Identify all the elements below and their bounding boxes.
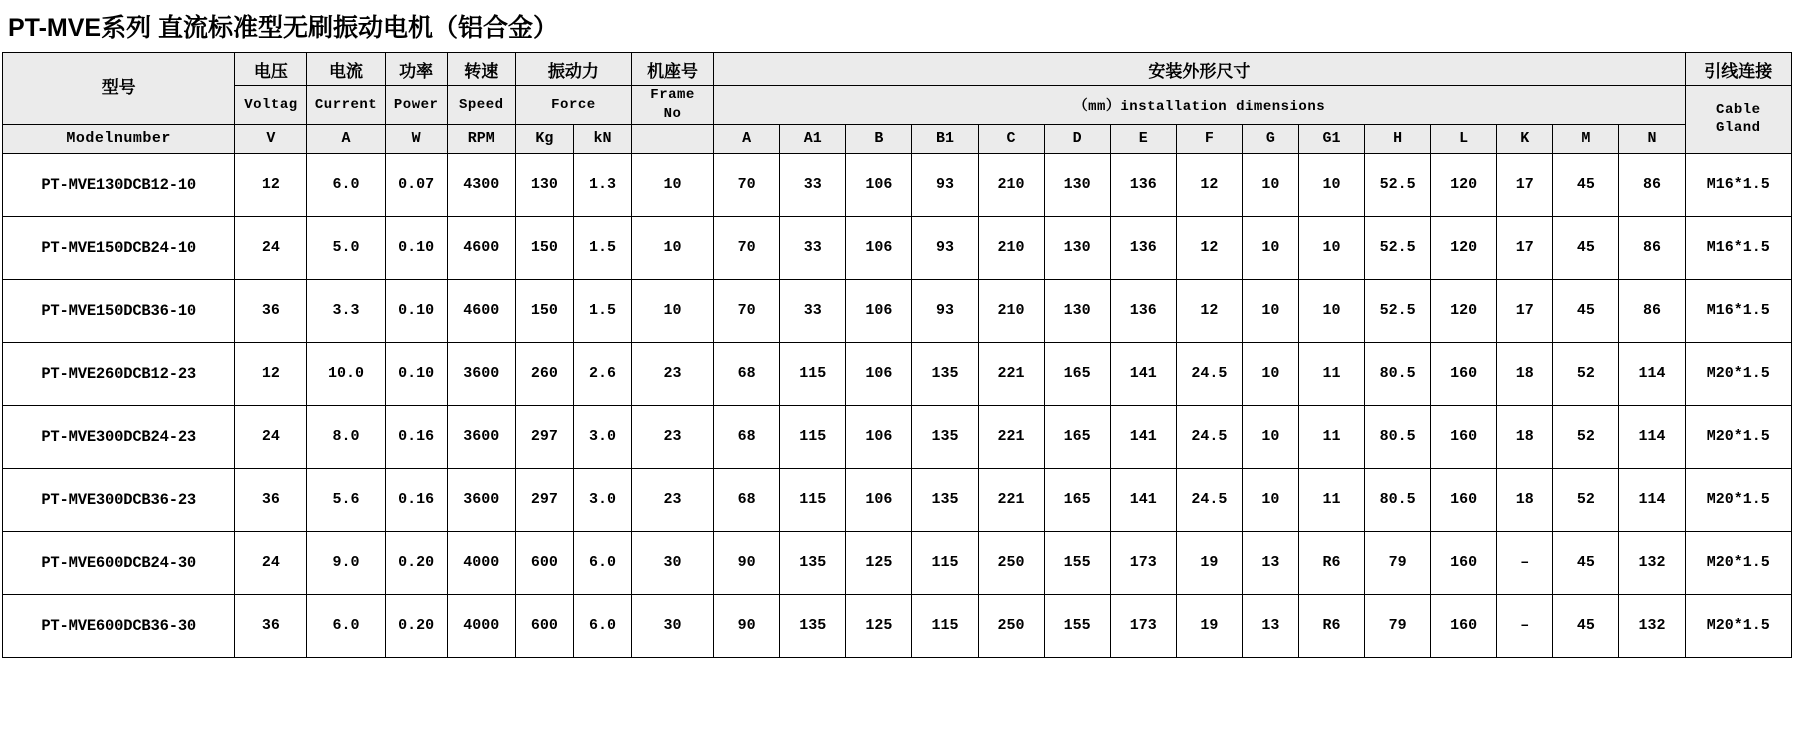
cell-force-kn: 3.0 <box>573 405 631 468</box>
table-body <box>3 153 1792 657</box>
header-dim-F: F <box>1176 124 1242 153</box>
cell-current: 5.6 <box>307 468 385 531</box>
cell-dim-G1: 11 <box>1298 468 1364 531</box>
cell-current: 6.0 <box>307 153 385 216</box>
cell-dim-L: 120 <box>1431 153 1497 216</box>
cell-dim-F: 12 <box>1176 216 1242 279</box>
header-dim-M: M <box>1553 124 1619 153</box>
cell-dim-N: 86 <box>1619 216 1685 279</box>
header-dim-B: B <box>846 124 912 153</box>
cell-dim-N: 132 <box>1619 594 1685 657</box>
cell-dim-B: 125 <box>846 531 912 594</box>
cell-frame: 30 <box>632 594 714 657</box>
cell-dim-B1: 115 <box>912 594 978 657</box>
cell-current: 8.0 <box>307 405 385 468</box>
cell-dim-D: 130 <box>1044 279 1110 342</box>
cell-dim-E: 141 <box>1110 405 1176 468</box>
cell-dim-A1: 115 <box>780 468 846 531</box>
cell-dim-G: 10 <box>1242 153 1298 216</box>
header-speed-cn: 转速 <box>447 53 515 86</box>
cell-dim-G: 10 <box>1242 405 1298 468</box>
cell-dim-D: 165 <box>1044 342 1110 405</box>
cell-dim-F: 19 <box>1176 531 1242 594</box>
cell-voltage: 24 <box>235 216 307 279</box>
cell-dim-K: 17 <box>1497 216 1553 279</box>
cell-dim-K: – <box>1497 594 1553 657</box>
cell-model: PT-MVE300DCB36-23 <box>3 468 235 531</box>
cell-dim-B1: 135 <box>912 468 978 531</box>
cell-force-kn: 6.0 <box>573 594 631 657</box>
cell-model: PT-MVE260DCB12-23 <box>3 342 235 405</box>
cell-frame: 30 <box>632 531 714 594</box>
cell-frame: 23 <box>632 468 714 531</box>
cell-power: 0.10 <box>385 279 447 342</box>
header-dimensions-cn: 安装外形尺寸 <box>714 53 1685 86</box>
cell-force-kg: 600 <box>515 531 573 594</box>
cell-dim-C: 221 <box>978 468 1044 531</box>
cell-force-kg: 297 <box>515 468 573 531</box>
cell-force-kg: 260 <box>515 342 573 405</box>
cell-dim-G: 10 <box>1242 279 1298 342</box>
cell-voltage: 36 <box>235 279 307 342</box>
cell-speed: 3600 <box>447 405 515 468</box>
cell-dim-N: 114 <box>1619 405 1685 468</box>
cell-dim-B: 106 <box>846 405 912 468</box>
cell-dim-F: 12 <box>1176 279 1242 342</box>
cell-force-kn: 6.0 <box>573 531 631 594</box>
cell-dim-H: 52.5 <box>1365 279 1431 342</box>
header-force-unit-kg: Kg <box>515 124 573 153</box>
cell-dim-B1: 93 <box>912 279 978 342</box>
cell-dim-N: 86 <box>1619 153 1685 216</box>
cell-dim-L: 160 <box>1431 468 1497 531</box>
cell-dim-C: 221 <box>978 342 1044 405</box>
cell-current: 6.0 <box>307 594 385 657</box>
cell-current: 10.0 <box>307 342 385 405</box>
cell-dim-D: 155 <box>1044 531 1110 594</box>
cell-force-kn: 1.5 <box>573 279 631 342</box>
cell-dim-E: 136 <box>1110 279 1176 342</box>
cell-dim-L: 160 <box>1431 405 1497 468</box>
header-power-unit: W <box>385 124 447 153</box>
cell-model: PT-MVE130DCB12-10 <box>3 153 235 216</box>
cell-model: PT-MVE150DCB36-10 <box>3 279 235 342</box>
cell-speed: 4000 <box>447 531 515 594</box>
cell-cable: M16*1.5 <box>1685 153 1791 216</box>
cell-dim-H: 52.5 <box>1365 216 1431 279</box>
cell-dim-G: 10 <box>1242 342 1298 405</box>
cell-dim-C: 250 <box>978 594 1044 657</box>
header-dim-D: D <box>1044 124 1110 153</box>
cell-voltage: 12 <box>235 153 307 216</box>
cell-dim-H: 52.5 <box>1365 153 1431 216</box>
cell-dim-D: 165 <box>1044 405 1110 468</box>
cell-dim-G1: 10 <box>1298 279 1364 342</box>
header-cable-en <box>1685 86 1791 154</box>
header-row-en <box>3 86 1792 125</box>
cell-dim-B1: 135 <box>912 405 978 468</box>
cell-dim-L: 160 <box>1431 342 1497 405</box>
cell-dim-A: 90 <box>714 531 780 594</box>
cell-dim-N: 86 <box>1619 279 1685 342</box>
cell-dim-G1: 11 <box>1298 405 1364 468</box>
cell-frame: 23 <box>632 405 714 468</box>
cell-dim-K: 18 <box>1497 342 1553 405</box>
table-row <box>3 153 1792 216</box>
cell-dim-F: 12 <box>1176 153 1242 216</box>
cell-cable: M20*1.5 <box>1685 531 1791 594</box>
cell-model: PT-MVE300DCB24-23 <box>3 405 235 468</box>
cell-dim-C: 221 <box>978 405 1044 468</box>
cell-dim-A1: 135 <box>780 531 846 594</box>
cell-speed: 4600 <box>447 279 515 342</box>
cell-dim-C: 210 <box>978 279 1044 342</box>
table-row <box>3 468 1792 531</box>
header-dim-L: L <box>1431 124 1497 153</box>
cell-dim-B: 106 <box>846 279 912 342</box>
header-current-en: Current <box>307 86 385 125</box>
cell-model: PT-MVE150DCB24-10 <box>3 216 235 279</box>
cell-voltage: 24 <box>235 531 307 594</box>
cell-speed: 3600 <box>447 342 515 405</box>
cell-force-kg: 130 <box>515 153 573 216</box>
specification-table <box>2 52 1792 658</box>
cell-dim-B: 106 <box>846 216 912 279</box>
cell-dim-G1: R6 <box>1298 594 1364 657</box>
cell-dim-A1: 33 <box>780 153 846 216</box>
cell-power: 0.20 <box>385 594 447 657</box>
header-cable-en-line1: Cable <box>1716 101 1761 118</box>
cell-dim-A: 68 <box>714 468 780 531</box>
header-power-en: Power <box>385 86 447 125</box>
cell-dim-A: 68 <box>714 405 780 468</box>
cell-force-kn: 2.6 <box>573 342 631 405</box>
cell-dim-B: 106 <box>846 342 912 405</box>
cell-dim-H: 80.5 <box>1365 342 1431 405</box>
cell-model: PT-MVE600DCB24-30 <box>3 531 235 594</box>
cell-dim-G1: 11 <box>1298 342 1364 405</box>
header-cable-cn: 引线连接 <box>1685 53 1791 86</box>
cell-dim-E: 136 <box>1110 153 1176 216</box>
header-dim-G1: G1 <box>1298 124 1364 153</box>
cell-dim-D: 155 <box>1044 594 1110 657</box>
header-row-units <box>3 124 1792 153</box>
header-dim-A: A <box>714 124 780 153</box>
cell-dim-G: 13 <box>1242 531 1298 594</box>
page-title: PT-MVE系列 直流标准型无刷振动电机（铝合金） <box>8 14 559 42</box>
cell-dim-C: 250 <box>978 531 1044 594</box>
cell-current: 3.3 <box>307 279 385 342</box>
header-frame-en <box>632 86 714 125</box>
cell-dim-L: 160 <box>1431 531 1497 594</box>
cell-dim-A1: 115 <box>780 342 846 405</box>
cell-dim-H: 80.5 <box>1365 405 1431 468</box>
header-dim-H: H <box>1365 124 1431 153</box>
cell-dim-M: 45 <box>1553 531 1619 594</box>
header-model <box>3 53 235 125</box>
cell-dim-G1: 10 <box>1298 216 1364 279</box>
cell-force-kg: 150 <box>515 216 573 279</box>
header-dim-B1: B1 <box>912 124 978 153</box>
header-force-cn: 振动力 <box>515 53 631 86</box>
header-dim-C: C <box>978 124 1044 153</box>
cell-dim-K: 17 <box>1497 153 1553 216</box>
cell-dim-D: 165 <box>1044 468 1110 531</box>
cell-dim-A1: 135 <box>780 594 846 657</box>
cell-force-kn: 3.0 <box>573 468 631 531</box>
header-current-unit: A <box>307 124 385 153</box>
cell-dim-G: 10 <box>1242 216 1298 279</box>
cell-cable: M20*1.5 <box>1685 468 1791 531</box>
table-row <box>3 405 1792 468</box>
cell-speed: 4300 <box>447 153 515 216</box>
cell-voltage: 12 <box>235 342 307 405</box>
cell-dim-M: 52 <box>1553 342 1619 405</box>
cell-dim-M: 45 <box>1553 153 1619 216</box>
cell-force-kn: 1.5 <box>573 216 631 279</box>
table-row <box>3 279 1792 342</box>
cell-current: 5.0 <box>307 216 385 279</box>
header-frame-en-line2: No <box>663 105 682 122</box>
cell-dim-K: 17 <box>1497 279 1553 342</box>
cell-frame: 10 <box>632 153 714 216</box>
cell-dim-L: 120 <box>1431 216 1497 279</box>
cell-cable: M20*1.5 <box>1685 594 1791 657</box>
header-row-cn <box>3 53 1792 86</box>
cell-dim-B1: 93 <box>912 216 978 279</box>
cell-power: 0.16 <box>385 468 447 531</box>
cell-power: 0.20 <box>385 531 447 594</box>
cell-dim-A1: 115 <box>780 405 846 468</box>
header-force-en: Force <box>515 86 631 125</box>
header-force-unit-kn: kN <box>573 124 631 153</box>
cell-dim-D: 130 <box>1044 153 1110 216</box>
cell-current: 9.0 <box>307 531 385 594</box>
cell-voltage: 24 <box>235 405 307 468</box>
cell-speed: 4600 <box>447 216 515 279</box>
header-model-en: Modelnumber <box>3 124 235 153</box>
cell-dim-K: 18 <box>1497 468 1553 531</box>
cell-dim-B: 125 <box>846 594 912 657</box>
cell-dim-F: 24.5 <box>1176 342 1242 405</box>
header-cable-en-line2: Gland <box>1716 120 1761 137</box>
cell-dim-B: 106 <box>846 468 912 531</box>
cell-force-kg: 600 <box>515 594 573 657</box>
cell-dim-A: 70 <box>714 279 780 342</box>
cell-dim-K: – <box>1497 531 1553 594</box>
cell-dim-G: 10 <box>1242 468 1298 531</box>
cell-force-kn: 1.3 <box>573 153 631 216</box>
cell-dim-A: 70 <box>714 216 780 279</box>
table-row <box>3 216 1792 279</box>
cell-power: 0.10 <box>385 342 447 405</box>
cell-dim-H: 80.5 <box>1365 468 1431 531</box>
cell-speed: 4000 <box>447 594 515 657</box>
header-dim-K: K <box>1497 124 1553 153</box>
cell-cable: M16*1.5 <box>1685 216 1791 279</box>
cell-dim-M: 52 <box>1553 405 1619 468</box>
cell-dim-M: 52 <box>1553 468 1619 531</box>
table-row <box>3 594 1792 657</box>
header-model-cn: 型号 <box>101 77 136 97</box>
header-dimensions-en: （mm）installation dimensions <box>714 86 1685 125</box>
cell-dim-F: 19 <box>1176 594 1242 657</box>
cell-dim-A1: 33 <box>780 216 846 279</box>
header-voltage-en: Voltag <box>235 86 307 125</box>
cell-speed: 3600 <box>447 468 515 531</box>
table-row <box>3 531 1792 594</box>
cell-dim-H: 79 <box>1365 531 1431 594</box>
header-dim-E: E <box>1110 124 1176 153</box>
cell-dim-G: 13 <box>1242 594 1298 657</box>
header-frame-en-line1: Frame <box>650 87 695 103</box>
header-frame-cn: 机座号 <box>632 53 714 86</box>
cell-dim-A: 90 <box>714 594 780 657</box>
cell-dim-B1: 115 <box>912 531 978 594</box>
cell-cable: M20*1.5 <box>1685 405 1791 468</box>
cell-cable: M16*1.5 <box>1685 279 1791 342</box>
cell-dim-G1: 10 <box>1298 153 1364 216</box>
cell-dim-K: 18 <box>1497 405 1553 468</box>
cell-model: PT-MVE600DCB36-30 <box>3 594 235 657</box>
cell-dim-E: 173 <box>1110 594 1176 657</box>
cell-power: 0.07 <box>385 153 447 216</box>
header-frame-unit <box>632 124 714 153</box>
table-header <box>3 53 1792 154</box>
cell-dim-N: 114 <box>1619 468 1685 531</box>
cell-dim-F: 24.5 <box>1176 468 1242 531</box>
cell-force-kg: 150 <box>515 279 573 342</box>
header-dim-N: N <box>1619 124 1685 153</box>
header-speed-en: Speed <box>447 86 515 125</box>
cell-dim-M: 45 <box>1553 279 1619 342</box>
header-voltage-cn: 电压 <box>235 53 307 86</box>
cell-dim-H: 79 <box>1365 594 1431 657</box>
cell-dim-E: 136 <box>1110 216 1176 279</box>
cell-voltage: 36 <box>235 594 307 657</box>
cell-dim-A: 70 <box>714 153 780 216</box>
cell-dim-L: 120 <box>1431 279 1497 342</box>
cell-dim-A: 68 <box>714 342 780 405</box>
cell-dim-C: 210 <box>978 153 1044 216</box>
header-dim-G: G <box>1242 124 1298 153</box>
table-row <box>3 342 1792 405</box>
cell-dim-E: 141 <box>1110 468 1176 531</box>
cell-dim-B1: 135 <box>912 342 978 405</box>
cell-dim-F: 24.5 <box>1176 405 1242 468</box>
cell-dim-N: 132 <box>1619 531 1685 594</box>
header-current-cn: 电流 <box>307 53 385 86</box>
cell-dim-A1: 33 <box>780 279 846 342</box>
cell-dim-C: 210 <box>978 216 1044 279</box>
cell-cable: M20*1.5 <box>1685 342 1791 405</box>
header-speed-unit: RPM <box>447 124 515 153</box>
cell-dim-B1: 93 <box>912 153 978 216</box>
cell-dim-N: 114 <box>1619 342 1685 405</box>
cell-voltage: 36 <box>235 468 307 531</box>
cell-force-kg: 297 <box>515 405 573 468</box>
header-dim-A1: A1 <box>780 124 846 153</box>
cell-frame: 10 <box>632 279 714 342</box>
cell-dim-E: 141 <box>1110 342 1176 405</box>
cell-dim-G1: R6 <box>1298 531 1364 594</box>
header-voltage-unit: V <box>235 124 307 153</box>
cell-dim-M: 45 <box>1553 594 1619 657</box>
cell-dim-B: 106 <box>846 153 912 216</box>
cell-dim-E: 173 <box>1110 531 1176 594</box>
header-power-cn: 功率 <box>385 53 447 86</box>
cell-dim-D: 130 <box>1044 216 1110 279</box>
cell-frame: 10 <box>632 216 714 279</box>
cell-power: 0.10 <box>385 216 447 279</box>
cell-dim-L: 160 <box>1431 594 1497 657</box>
cell-frame: 23 <box>632 342 714 405</box>
cell-power: 0.16 <box>385 405 447 468</box>
cell-dim-M: 45 <box>1553 216 1619 279</box>
